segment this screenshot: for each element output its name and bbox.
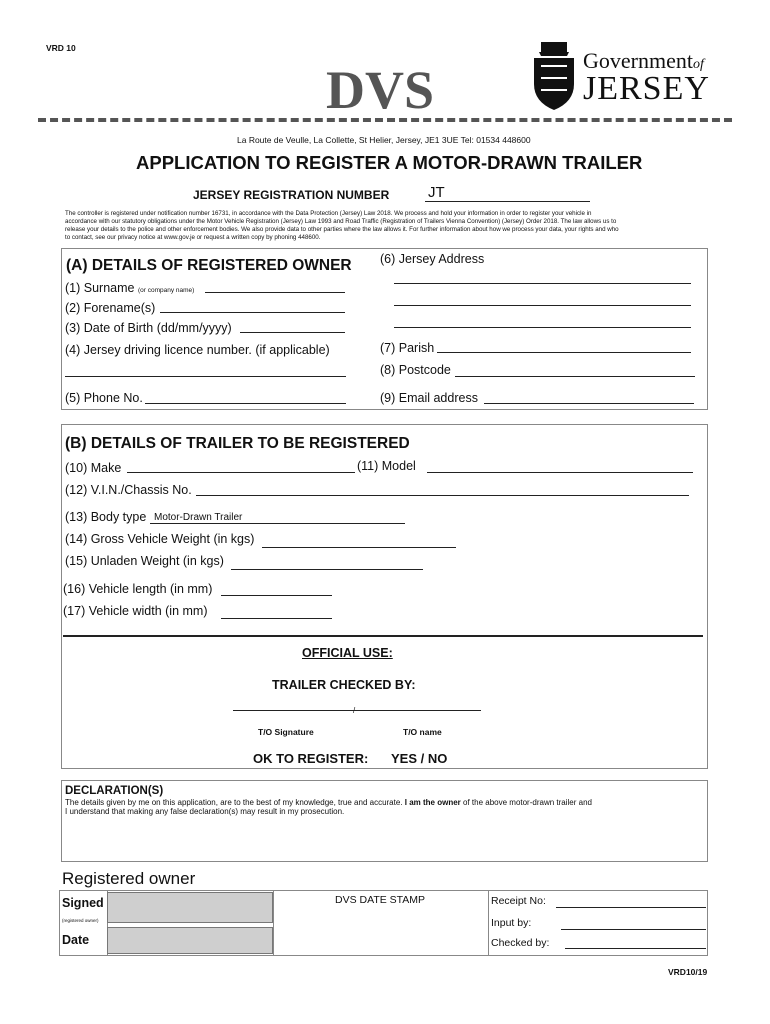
gross-weight-field[interactable] bbox=[262, 547, 456, 548]
postcode-field[interactable] bbox=[455, 376, 695, 377]
privacy-line-1: The controller is registered under notification number 16731, in accordance with the Data Protection (Jersey) Law 2018. We process and hold your information in order to register your vehicle in bbox=[65, 210, 592, 217]
section-a-heading: (A) DETAILS OF REGISTERED OWNER bbox=[66, 257, 352, 274]
forename-field[interactable] bbox=[160, 312, 345, 313]
checked-by-label: Checked by: bbox=[491, 937, 550, 949]
privacy-line-3: release your details to the police and other enforcement bodies. We also provide data to other parties where the law allows it. For further information about how we process your data, your rights and who bbox=[65, 226, 619, 233]
width-label: (17) Vehicle width (in mm) bbox=[63, 604, 208, 618]
privacy-line-4: to contact, see our privacy notice at www.gov.je or request a written copy by phoning 448600. bbox=[65, 234, 321, 241]
licence-field[interactable] bbox=[65, 376, 346, 377]
parish-field[interactable] bbox=[437, 352, 691, 353]
jersey-crest-icon bbox=[529, 42, 579, 117]
dvs-date-stamp-label: DVS DATE STAMP bbox=[335, 894, 426, 906]
surname-label: (1) Surname (or company name) bbox=[65, 281, 195, 295]
email-label: (9) Email address bbox=[380, 391, 478, 405]
vin-field[interactable] bbox=[196, 495, 689, 496]
signed-label: Signed bbox=[62, 896, 104, 910]
checked-by-field[interactable] bbox=[565, 948, 706, 949]
surname-field[interactable] bbox=[205, 292, 345, 293]
make-label: (10) Make bbox=[65, 461, 122, 475]
stamp-divider-left bbox=[273, 890, 274, 956]
address-line: La Route de Veulle, La Collette, St Helier, Jersey, JE1 3UE Tel: 01534 448600 bbox=[237, 135, 531, 145]
address-field-line-2[interactable] bbox=[394, 305, 691, 306]
jersey-address-label: (6) Jersey Address bbox=[380, 252, 485, 266]
width-field[interactable] bbox=[221, 618, 332, 619]
address-field-line-1[interactable] bbox=[394, 283, 691, 284]
gross-weight-label: (14) Gross Vehicle Weight (in kgs) bbox=[65, 532, 255, 546]
date-field[interactable] bbox=[107, 927, 273, 954]
declaration-heading: DECLARATION(S) bbox=[65, 785, 164, 797]
government-text: Governmentof bbox=[583, 48, 704, 73]
to-signature-name-field[interactable] bbox=[233, 710, 481, 711]
body-type-field bbox=[150, 523, 405, 524]
registration-value[interactable]: JT bbox=[428, 184, 445, 201]
declaration-text-line-1: The details given by me on this application, are to the best of my knowledge, true and accurate. I am the owner of the above motor-drawn trailer and bbox=[65, 798, 592, 807]
to-signature-label: T/O Signature bbox=[258, 727, 314, 737]
model-label: (11) Model bbox=[357, 459, 416, 473]
registration-label: JERSEY REGISTRATION NUMBER bbox=[193, 188, 390, 202]
email-field[interactable] bbox=[484, 403, 694, 404]
section-b-box bbox=[61, 424, 708, 769]
form-code: VRD 10 bbox=[46, 43, 76, 53]
to-name-label: T/O name bbox=[403, 727, 442, 737]
dvs-logo-text: DVS bbox=[326, 60, 435, 116]
phone-field[interactable] bbox=[145, 403, 346, 404]
model-field[interactable] bbox=[427, 472, 693, 473]
signature-field[interactable] bbox=[107, 892, 273, 923]
section-b-heading: (B) DETAILS OF TRAILER TO BE REGISTERED bbox=[65, 435, 410, 452]
trailer-checked-by-label: TRAILER CHECKED BY: bbox=[272, 678, 416, 692]
registered-owner-heading: Registered owner bbox=[62, 869, 196, 888]
official-divider bbox=[63, 635, 703, 637]
forename-label: (2) Forename(s) bbox=[65, 301, 156, 315]
address-field-line-3[interactable] bbox=[394, 327, 691, 328]
receipt-label: Receipt No: bbox=[491, 895, 546, 907]
body-type-label: (13) Body type bbox=[65, 510, 147, 524]
page-title: APPLICATION TO REGISTER A MOTOR-DRAWN TRAILER bbox=[136, 152, 643, 173]
receipt-field[interactable] bbox=[556, 907, 706, 908]
privacy-line-2: accordance with our statutory obligations under the Motor Vehicle Registration (Jersey) Law 1993 and Road Traffic (Registration of Trailers Vienna Convention) (Jersey) Order 2018. The law allows us to bbox=[65, 218, 617, 225]
registration-field-line bbox=[425, 201, 590, 202]
ok-to-register-label: OK TO REGISTER: bbox=[253, 751, 369, 766]
dob-label: (3) Date of Birth (dd/mm/yyyy) bbox=[65, 321, 232, 335]
slash-separator: / bbox=[353, 706, 356, 715]
header-rule bbox=[38, 118, 732, 123]
dvs-logo bbox=[326, 60, 444, 121]
parish-label: (7) Parish bbox=[380, 341, 435, 355]
unladen-weight-label: (15) Unladen Weight (in kgs) bbox=[65, 554, 224, 568]
input-by-field[interactable] bbox=[561, 929, 706, 930]
make-field[interactable] bbox=[127, 472, 355, 473]
vin-label: (12) V.I.N./Chassis No. bbox=[65, 483, 192, 497]
declaration-text-line-2: I understand that making any false declaration(s) may result in my prosecution. bbox=[65, 807, 345, 816]
official-use-heading: OFFICIAL USE: bbox=[302, 646, 393, 660]
date-label: Date bbox=[62, 933, 90, 947]
phone-label: (5) Phone No. bbox=[65, 391, 143, 405]
stamp-divider-right bbox=[488, 890, 489, 956]
unladen-weight-field[interactable] bbox=[231, 569, 423, 570]
jersey-text: JERSEY bbox=[583, 70, 710, 107]
ok-to-register-options[interactable]: YES / NO bbox=[391, 751, 448, 766]
body-type-value[interactable]: Motor-Drawn Trailer bbox=[154, 512, 243, 523]
length-field[interactable] bbox=[221, 595, 332, 596]
footer-code: VRD10/19 bbox=[668, 967, 708, 977]
dob-field[interactable] bbox=[240, 332, 345, 333]
licence-label: (4) Jersey driving licence number. (if applicable) bbox=[65, 343, 330, 357]
length-label: (16) Vehicle length (in mm) bbox=[63, 582, 213, 596]
signed-note: (registered owner) bbox=[62, 918, 99, 923]
input-by-label: Input by: bbox=[491, 917, 532, 929]
postcode-label: (8) Postcode bbox=[380, 363, 451, 377]
